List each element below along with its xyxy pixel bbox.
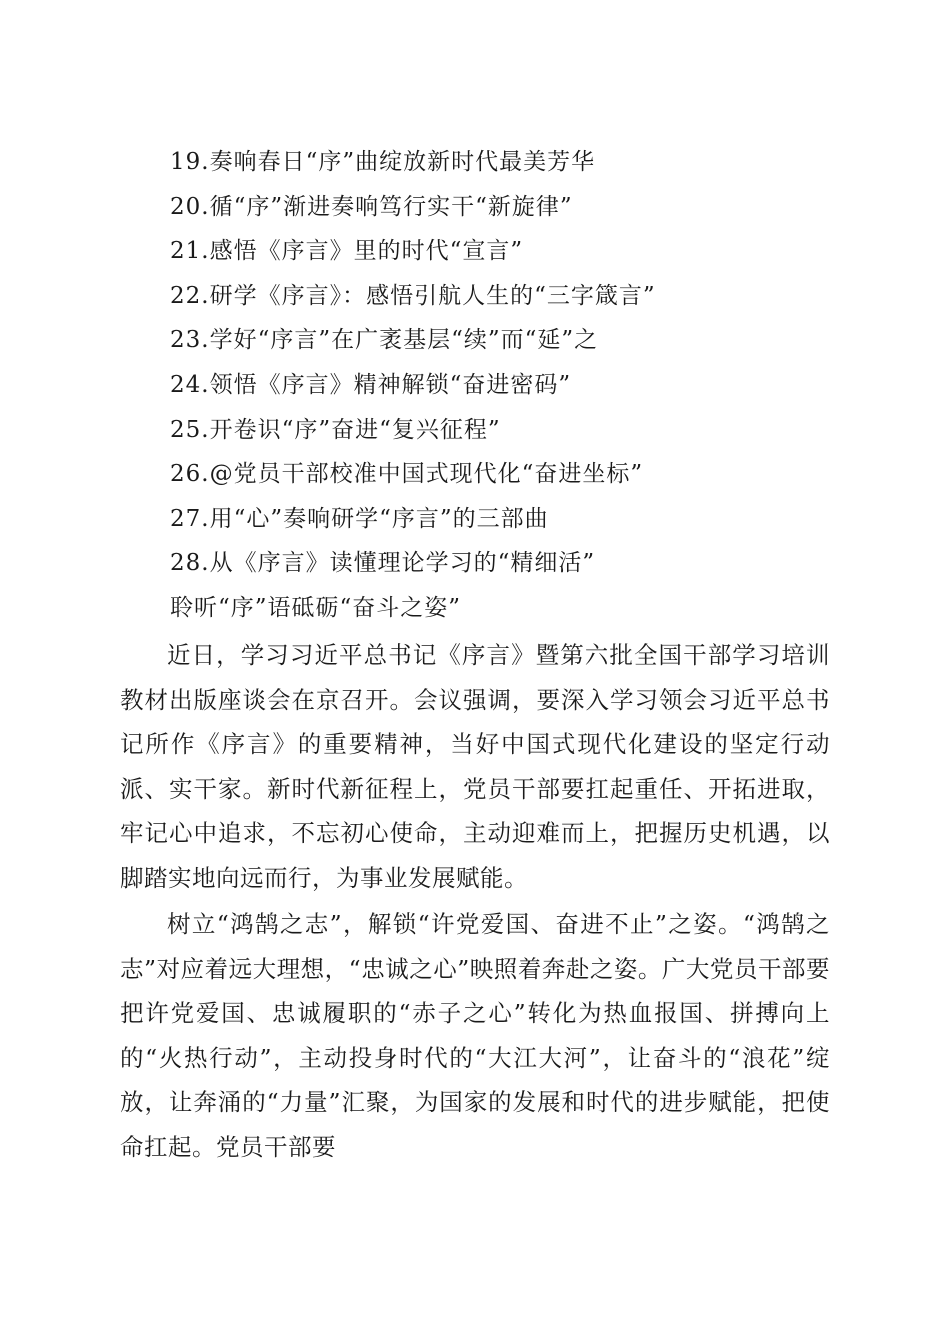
list-item: 19.奏响春日“序”曲绽放新时代最美芳华 [170, 149, 596, 175]
section-title: 聆听“序”语砥砺“奋斗之姿” [170, 595, 462, 621]
title-list [170, 140, 850, 586]
body-paragraph: 树立“鸿鹄之志”，解锁“许党爱国、奋进不止”之姿。“鸿鹄之志”对应着远大理想，“忠诚之心”映照着奔赴之姿。广大党员干部要把许党爱国、忠诚履职的“赤子之心”转化为热血报国、拼搏向上的“火热行动”，主动投身时代的“大江大河”，让奋斗的“浪花”绽放，让奔涌的“力量”汇聚，为国家的发展和时代的进步赋能，把使命扛起。党员干部要 [120, 910, 830, 1161]
list-item: 20.循“序”渐进奏响笃行实干“新旋律” [170, 193, 573, 220]
list-item: 26.@党员干部校准中国式现代化“奋进坐标” [170, 461, 644, 488]
list-item: 23.学好“序言”在广袤基层“续”而“延”之 [170, 327, 599, 354]
list-item: 25.开卷识“序”奋进“复兴征程” [170, 416, 501, 443]
body-paragraph: 近日，学习习近平总书记《序言》暨第六批全国干部学习培训教材出版座谈会在京召开。会议强调，要深入学习领会习近平总书记所作《序言》的重要精神，当好中国式现代化建设的坚定行动派、实干家。新时代新征程上，党员干部要扛起重任、开拓进取，牢记心中追求，不忘初心使命，主动迎难而上，把握历史机遇，以脚踏实地向远而行，为事业发展赋能。 [120, 641, 830, 892]
list-item: 27.用“心”奏响研学“序言”的三部曲 [170, 505, 549, 532]
list-item: 21.感悟《序言》里的时代“宣言” [170, 238, 524, 265]
list-item: 28.从《序言》读懂理论学习的“精细活” [170, 550, 596, 577]
list-item: 22.研学《序言》：感悟引航人生的“三字箴言” [170, 282, 656, 309]
list-item: 24.领悟《序言》精神解锁“奋进密码” [170, 371, 572, 398]
